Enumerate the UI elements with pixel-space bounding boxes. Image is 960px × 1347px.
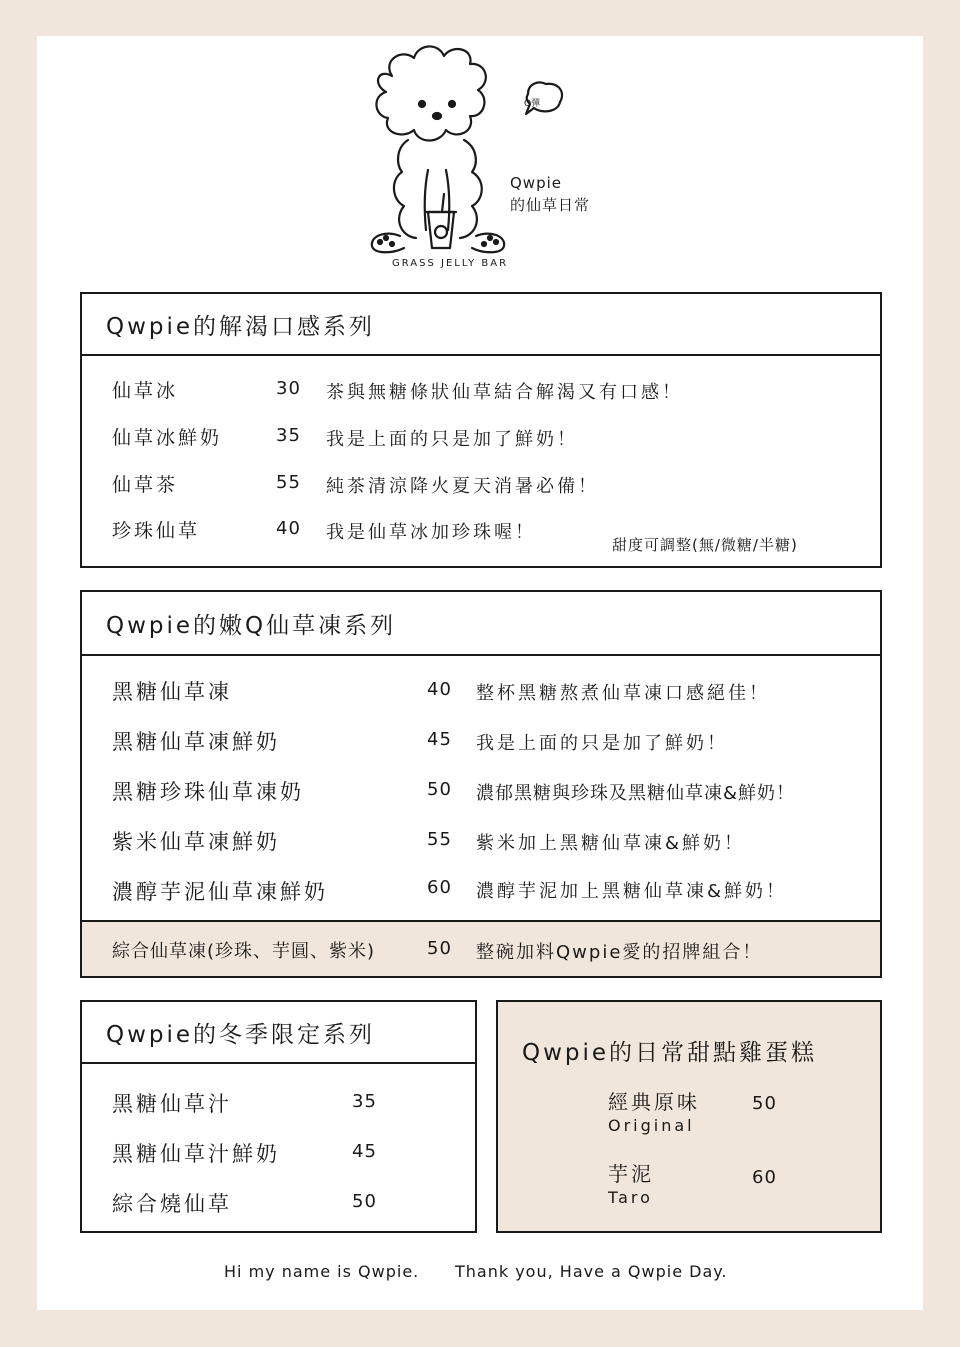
menu-item-name: 黑糖仙草汁 <box>112 1092 232 1116</box>
menu-item-desc: 濃醇芋泥加上黑糖仙草凍&鮮奶！ <box>476 881 788 902</box>
section-title: Qwpie的解渴口感系列 <box>82 294 880 356</box>
menu-item-name: 仙草茶 <box>112 474 179 496</box>
menu-item-desc: 純茶清涼降火夏天消暑必備！ <box>326 476 599 497</box>
section-title: Qwpie的冬季限定系列 <box>82 1002 475 1064</box>
menu-item-name: 經典原味 <box>608 1090 700 1114</box>
featured-item-price: 50 <box>427 938 452 959</box>
menu-item-name: 黑糖仙草汁鮮奶 <box>112 1142 280 1166</box>
menu-item-price: 55 <box>427 829 452 850</box>
footer-greeting: Hi my name is Qwpie. <box>224 1262 420 1281</box>
menu-item-price: 50 <box>752 1093 777 1114</box>
menu-item-price: 55 <box>276 472 301 493</box>
menu-item-name: 黑糖仙草凍鮮奶 <box>112 730 280 754</box>
logo-brand-line2: 的仙草日常 <box>510 196 591 214</box>
sweetness-note: 甜度可調整(無/微糖/半糖) <box>612 536 798 554</box>
menu-item-price: 50 <box>352 1191 377 1212</box>
logo-subtitle: GRASS JELLY BAR <box>392 258 509 269</box>
section-title: Qwpie的嫩Q仙草凍系列 <box>82 592 880 656</box>
menu-item-price: 40 <box>427 679 452 700</box>
menu-item-name: 仙草冰鮮奶 <box>112 427 223 449</box>
logo-bubble-text: Q彈 <box>524 99 541 109</box>
menu-item-desc: 濃郁黑糖與珍珠及黑糖仙草凍&鮮奶！ <box>476 783 796 804</box>
menu-item-desc: 我是上面的只是加了鮮奶！ <box>326 429 578 450</box>
section-title: Qwpie的日常甜點雞蛋糕 <box>522 1040 818 1066</box>
menu-item-name: 黑糖仙草凍 <box>112 680 232 704</box>
menu-item-price: 50 <box>427 779 452 800</box>
menu-item-price: 60 <box>752 1167 777 1188</box>
menu-item-price: 40 <box>276 518 301 539</box>
menu-item-name: 芋泥 <box>608 1162 654 1186</box>
menu-item-price: 45 <box>352 1141 377 1162</box>
featured-item-name: 綜合仙草凍(珍珠、芋圓、紫米) <box>112 941 376 962</box>
menu-item-name: 珍珠仙草 <box>112 520 201 542</box>
menu-item-name-en: Taro <box>608 1188 653 1207</box>
menu-item-name: 黑糖珍珠仙草凍奶 <box>112 780 304 804</box>
footer-thanks: Thank you, Have a Qwpie Day. <box>455 1262 728 1281</box>
menu-item-name: 綜合燒仙草 <box>112 1192 232 1216</box>
menu-item-price: 35 <box>352 1091 377 1112</box>
menu-item-name: 紫米仙草凍鮮奶 <box>112 830 280 854</box>
menu-item-name: 仙草冰 <box>112 380 179 402</box>
menu-item-price: 60 <box>427 877 452 898</box>
menu-item-name: 濃醇芋泥仙草凍鮮奶 <box>112 880 328 904</box>
menu-item-desc: 紫米加上黑糖仙草凍&鮮奶！ <box>476 833 746 854</box>
menu-item-price: 30 <box>276 378 301 399</box>
menu-item-desc: 我是上面的只是加了鮮奶！ <box>476 733 728 754</box>
menu-item-price: 35 <box>276 425 301 446</box>
logo-brand-line1: Qwpie <box>510 174 562 192</box>
menu-item-name-en: Original <box>608 1116 695 1135</box>
menu-item-price: 45 <box>427 729 452 750</box>
menu-item-desc: 我是仙草冰加珍珠喔！ <box>326 522 536 543</box>
menu-item-desc: 茶與無糖條狀仙草結合解渴又有口感！ <box>326 382 683 403</box>
logo-brand <box>510 172 590 216</box>
qwpie-dog-logo-icon <box>330 40 620 280</box>
featured-item-desc: 整碗加料Qwpie愛的招牌組合！ <box>476 942 763 963</box>
menu-item-desc: 整杯黑糖熬煮仙草凍口感絕佳！ <box>476 683 770 704</box>
